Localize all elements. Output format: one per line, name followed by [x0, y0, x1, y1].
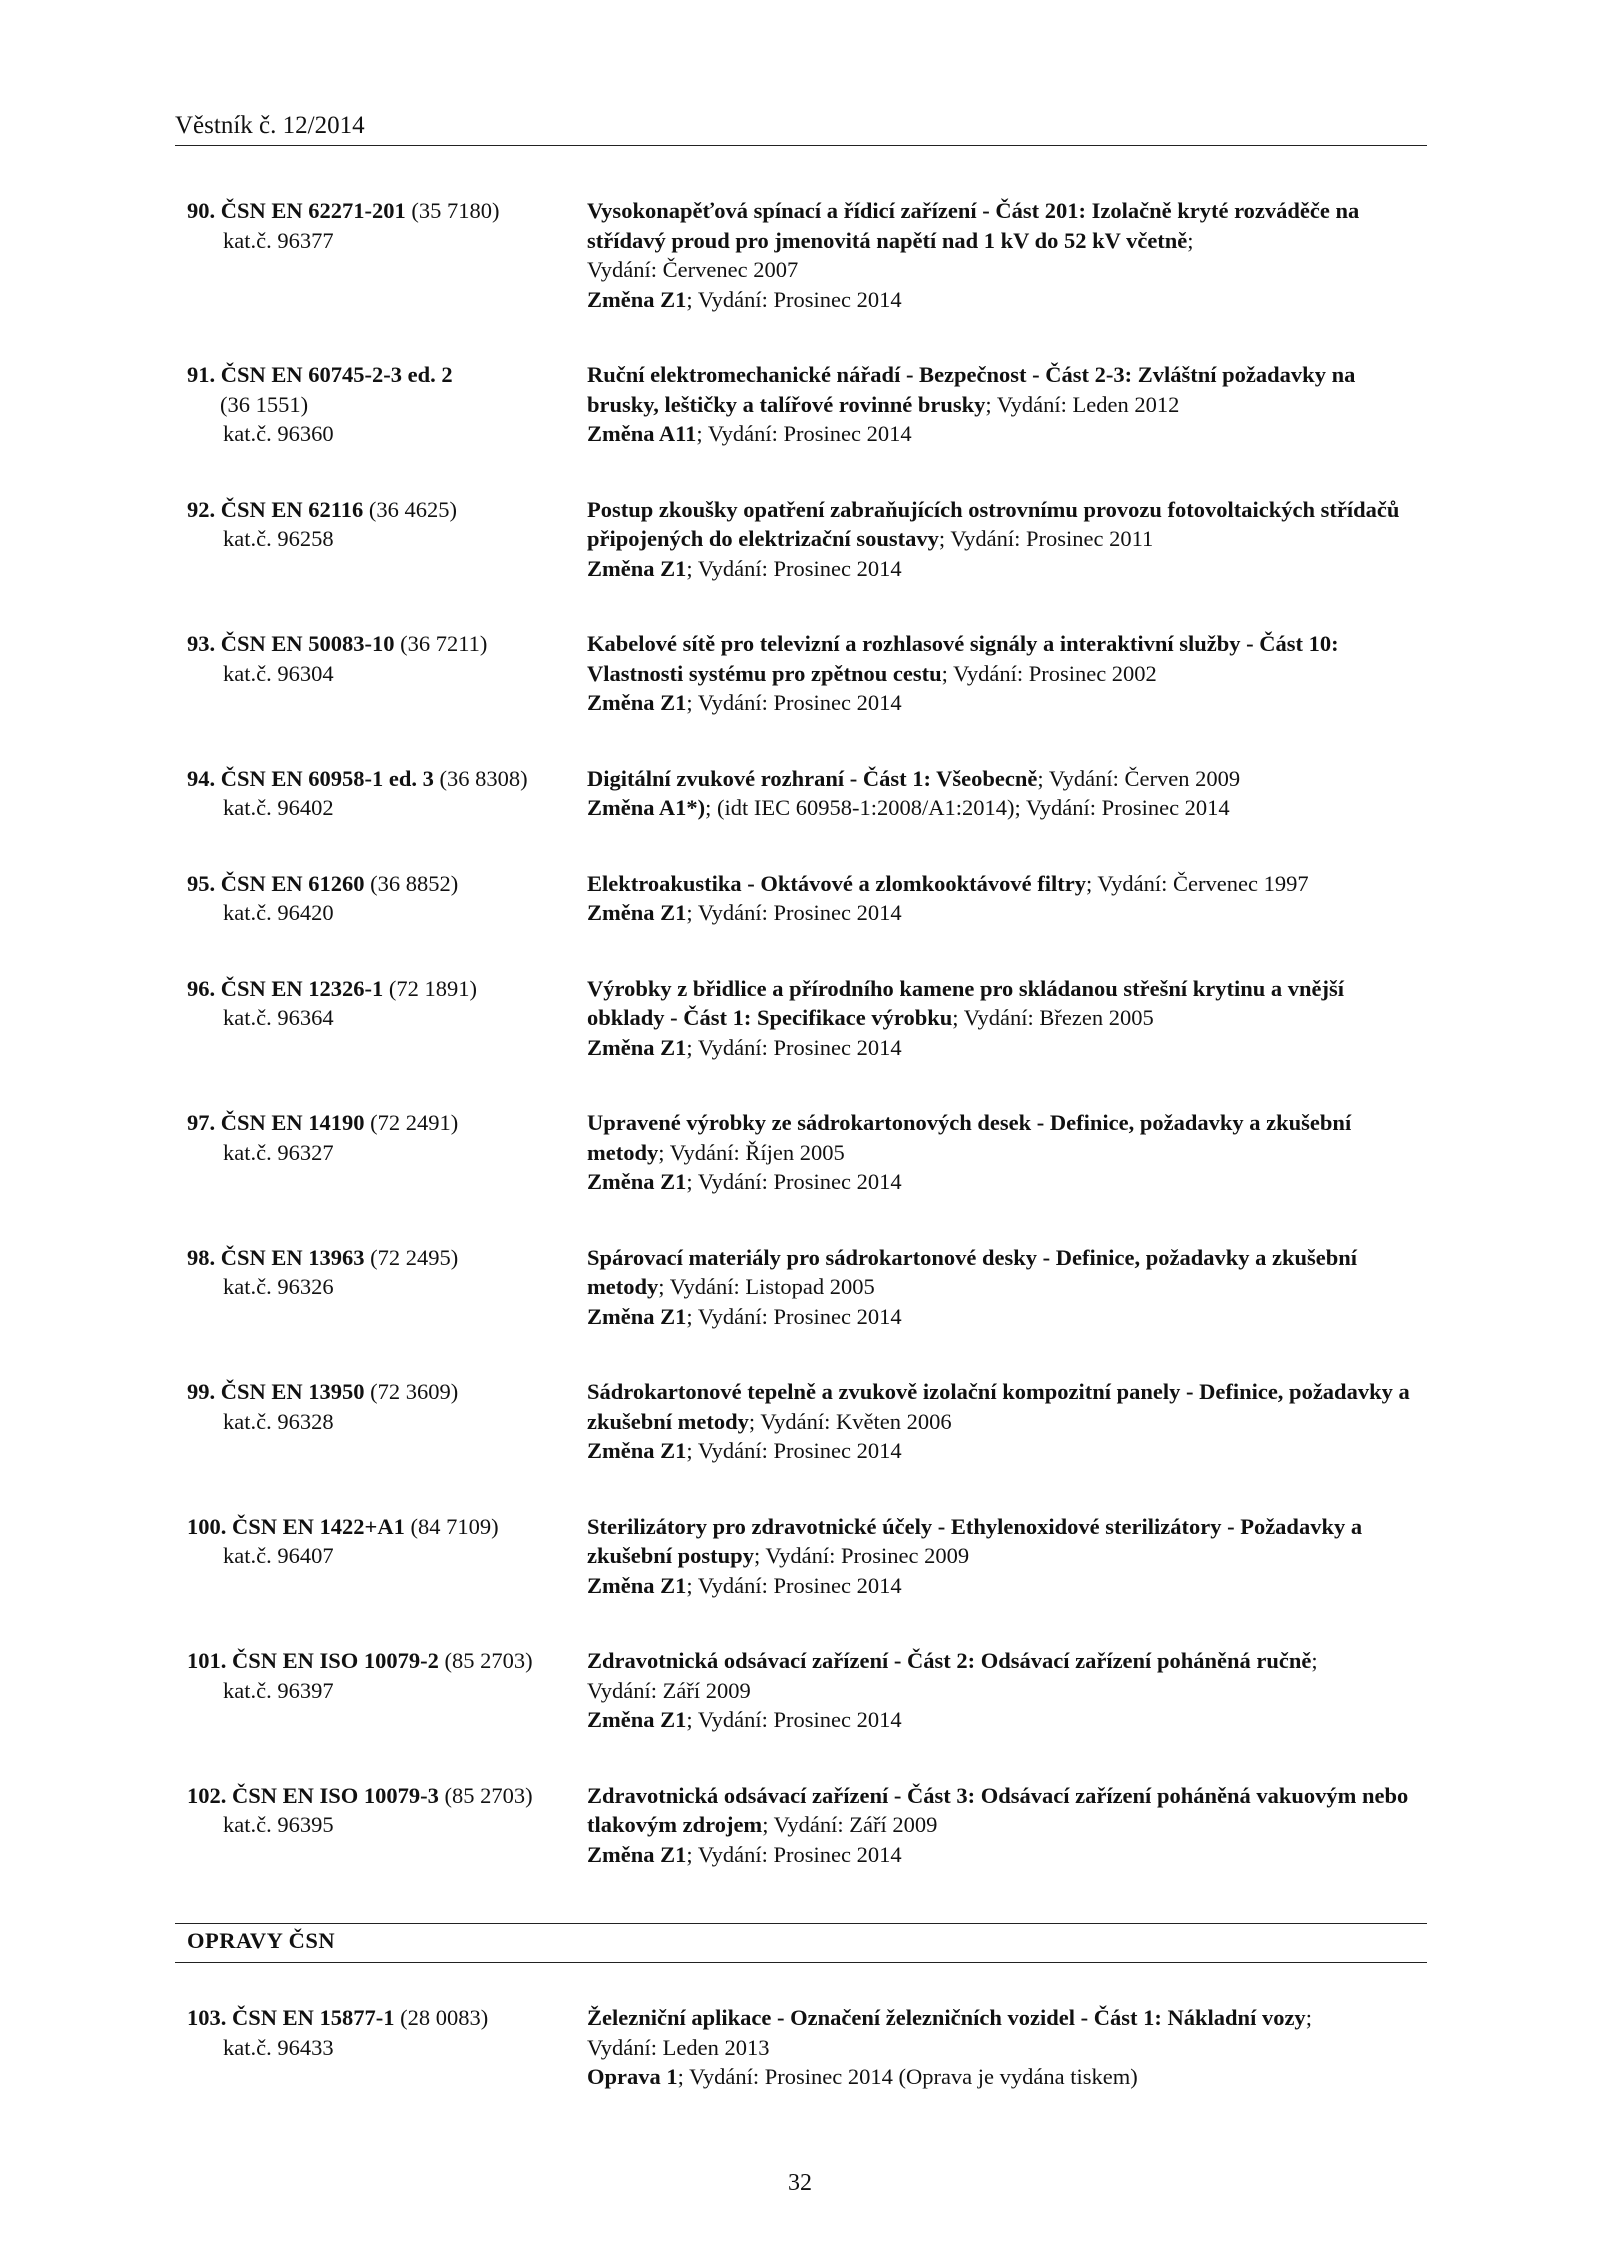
entry-identifier: [187, 1108, 587, 1197]
issue-info: ; Vydání: Leden 2012: [985, 391, 1180, 417]
standard-title: Digitální zvukové rozhraní - Část 1: Všeobecně: [587, 765, 1038, 791]
standard-title: Výrobky z břidlice a přírodního kamene pro skládanou střešní krytinu a vnější obklady - Část 1: Specifikace výrobku: [587, 975, 1344, 1030]
catalog-number: kat.č. 96402: [223, 795, 334, 820]
standard-title: Sádrokartonové tepelně a zvukově izolační kompozitní panely - Definice, požadavky a zkušební metody: [587, 1379, 1410, 1434]
issue-info: ; Vydání: Prosinec 2002: [941, 660, 1157, 686]
change-date: ; Vydání: Prosinec 2014: [686, 555, 902, 581]
entry-identifier: [187, 495, 587, 584]
classification-number: (36 7211): [400, 631, 488, 656]
standard-title: Zdravotnická odsávací zařízení - Část 3: Odsávací zařízení poháněná vakuovým nebo tlakovým zdrojem: [587, 1782, 1409, 1837]
standard-title: Zdravotnická odsávací zařízení - Část 2: Odsávací zařízení poháněná ručně: [587, 1648, 1312, 1673]
change-date: ; Vydání: Prosinec 2014: [686, 1841, 902, 1867]
catalog-number: kat.č. 96326: [223, 1274, 334, 1299]
catalog-number: kat.č. 96328: [223, 1408, 334, 1434]
entry-number: 99.: [187, 1379, 216, 1404]
issue-info: ; Vydání: Prosinec 2009: [753, 1543, 970, 1568]
change-date: ; Vydání: Prosinec 2014: [686, 1707, 902, 1732]
entry-identifier: [187, 1377, 587, 1466]
change-line: [587, 1167, 1427, 1197]
change-line: [587, 1436, 1427, 1466]
entry-title-block: [587, 360, 1427, 419]
entry-title-block: [587, 495, 1427, 554]
entry-identifier: [187, 1646, 587, 1735]
change-label: Změna Z1: [587, 1034, 687, 1060]
entry-identifier: [187, 196, 587, 314]
entry-title-block: [587, 1781, 1427, 1840]
standard-title: Ruční elektromechanické nářadí - Bezpečnost - Část 2-3: Zvláštní požadavky na brusky, leštičky a talířové rovinné brusky: [587, 362, 1356, 417]
standard-code: ČSN EN 1422+A1: [232, 1513, 405, 1539]
entry-description: [587, 2003, 1427, 2092]
entry-title-block: [587, 1243, 1427, 1302]
entry-number: 101.: [187, 1648, 227, 1673]
change-label: Změna Z1: [587, 1438, 687, 1463]
issue-info: ;: [1311, 1648, 1318, 1673]
issue-info: ; Vydání: Prosinec 2011: [938, 526, 1154, 551]
issue-info: ; Vydání: Květen 2006: [748, 1408, 952, 1434]
change-line: [587, 688, 1427, 718]
change-label: Změna Z1: [587, 555, 687, 581]
change-label: Změna Z1: [587, 1572, 687, 1598]
standard-code: ČSN EN 62116: [220, 496, 364, 522]
classification-number: (36 1551): [220, 391, 309, 417]
issue-info: ; Vydání: Červenec 1997: [1085, 870, 1309, 896]
catalog-number: kat.č. 96420: [223, 900, 334, 925]
entry-code-line: [187, 360, 587, 390]
standard-entry: [187, 1377, 1427, 1466]
standard-entry: [187, 869, 1427, 928]
entry-title-block: [587, 764, 1427, 794]
standard-entry: [187, 196, 1427, 314]
entry-description: [587, 1646, 1427, 1735]
standard-code: ČSN EN 15877-1: [232, 2005, 395, 2030]
entry-code-line: [187, 2003, 587, 2033]
change-label: Změna Z1: [587, 1707, 687, 1732]
classification-number: (36 8308): [439, 765, 528, 791]
standard-code: ČSN EN 60745-2-3 ed. 2: [220, 362, 453, 387]
standard-title: Spárovací materiály pro sádrokartonové desky - Definice, požadavky a zkušební metody: [587, 1244, 1358, 1299]
issue-info: ; Vydání: Červen 2009: [1037, 765, 1241, 791]
change-date: ; Vydání: Prosinec 2014: [686, 1303, 902, 1329]
classification-number: (72 2495): [370, 1244, 459, 1270]
standard-title: Železniční aplikace - Označení železničních vozidel - Část 1: Nákladní vozy: [587, 2005, 1306, 2030]
entry-identifier: [187, 974, 587, 1063]
classification-number: (72 3609): [370, 1379, 459, 1404]
entry-title-block: [587, 629, 1427, 688]
standard-code: ČSN EN 50083-10: [220, 631, 395, 656]
issue-info: ; Vydání: Říjen 2005: [658, 1139, 845, 1165]
entry-description: [587, 974, 1427, 1063]
entry-number: 92.: [187, 496, 216, 522]
change-line: [587, 1571, 1427, 1601]
entry-identifier: [187, 869, 587, 928]
standard-code: ČSN EN 14190: [220, 1110, 365, 1135]
change-line: [587, 1033, 1427, 1063]
issue-date: Vydání: Září 2009: [587, 1677, 751, 1703]
change-date: ; Vydání: Prosinec 2014: [686, 1034, 902, 1060]
entry-number: 96.: [187, 975, 216, 1001]
issue-date: Vydání: Červenec 2007: [587, 257, 799, 282]
change-line: [587, 554, 1427, 584]
entry-code-line: [187, 1243, 587, 1273]
entry-code-line: [187, 1781, 587, 1811]
entry-code-line: [187, 196, 587, 226]
entry-description: [587, 869, 1427, 928]
change-date: ; Vydání: Prosinec 2014: [686, 690, 902, 715]
change-line: [587, 2062, 1427, 2092]
change-label: Změna Z1: [587, 1169, 687, 1194]
catalog-number: kat.č. 96377: [223, 227, 334, 253]
change-label: Změna Z1: [587, 690, 687, 715]
standard-title: Elektroakustika - Oktávové a zlomkooktávové filtry: [587, 870, 1086, 896]
change-date: ; Vydání: Prosinec 2014: [686, 286, 902, 312]
entry-description: [587, 1781, 1427, 1870]
catalog-number: kat.č. 96327: [223, 1139, 334, 1165]
classification-number: (72 2491): [370, 1110, 459, 1135]
standard-title: Upravené výrobky ze sádrokartonových desek - Definice, požadavky a zkušební metody: [587, 1110, 1352, 1165]
entry-identifier: [187, 1781, 587, 1870]
classification-number: (84 7109): [410, 1513, 499, 1539]
change-line: [587, 1840, 1427, 1870]
standard-code: ČSN EN 12326-1: [220, 975, 384, 1001]
entry-title-block: [587, 869, 1427, 899]
entry-code-line: [187, 974, 587, 1004]
change-label: Změna Z1: [587, 1841, 687, 1867]
standard-code: ČSN EN 13963: [220, 1244, 365, 1270]
entry-code-line: [187, 495, 587, 525]
standard-code: ČSN EN 60958-1 ed. 3: [220, 765, 434, 791]
entry-title-block: [587, 196, 1427, 255]
entry-description: [587, 1512, 1427, 1601]
catalog-number: kat.č. 96258: [223, 526, 334, 551]
entry-description: [587, 196, 1427, 314]
classification-number: (85 2703): [444, 1782, 533, 1808]
change-date: ; Vydání: Prosinec 2014 (Oprava je vydána tiskem): [677, 2064, 1138, 2089]
classification-number: (28 0083): [400, 2005, 489, 2030]
change-label: Změna A1*): [587, 795, 706, 820]
issue-info: ;: [1305, 2005, 1312, 2030]
corrections-list: [187, 2003, 1427, 2092]
entry-number: 95.: [187, 870, 216, 896]
entry-description: [587, 764, 1427, 823]
entry-description: [587, 495, 1427, 584]
entry-number: 97.: [187, 1110, 216, 1135]
standard-entry: [187, 1243, 1427, 1332]
standard-title: Sterilizátory pro zdravotnické účely - Ethylenoxidové sterilizátory - Požadavky a zkušební postupy: [587, 1513, 1363, 1568]
standard-entry: [187, 360, 1427, 449]
standard-entry: [187, 629, 1427, 718]
classification-number: (36 8852): [370, 870, 459, 896]
entry-code-line: [187, 764, 587, 794]
entry-identifier: [187, 629, 587, 718]
catalog-number: kat.č. 96360: [223, 421, 334, 446]
entry-identifier: [187, 2003, 587, 2092]
entry-code-line: [187, 1512, 587, 1542]
header-divider: [175, 145, 1427, 146]
standard-title: Postup zkoušky opatření zabraňujících ostrovnímu provozu fotovoltaických střídačů připojených do elektrizační soustavy: [587, 496, 1400, 551]
entry-description: [587, 1243, 1427, 1332]
catalog-number: kat.č. 96395: [223, 1812, 334, 1837]
change-label: Změna A11: [587, 421, 697, 446]
entry-number: 98.: [187, 1244, 216, 1270]
page-number: 32: [788, 2170, 812, 2196]
entry-description: [587, 1108, 1427, 1197]
standard-title: Kabelové sítě pro televizní a rozhlasové signály a interaktivní služby - Část 10: Vlastnosti systému pro zpětnou cestu: [587, 631, 1339, 686]
change-label: Změna Z1: [587, 900, 687, 925]
standard-entry: [187, 1781, 1427, 1870]
entry-title-block: [587, 1512, 1427, 1571]
entry-identifier: [187, 1243, 587, 1332]
standard-code: ČSN EN 61260: [220, 870, 365, 896]
change-line: [587, 419, 1427, 449]
change-label: Oprava 1: [587, 2064, 678, 2089]
standard-entry: [187, 495, 1427, 584]
change-label: Změna Z1: [587, 286, 687, 312]
change-line: [587, 793, 1427, 823]
entry-code-line: [187, 869, 587, 899]
change-line: [587, 1705, 1427, 1735]
classification-number: (35 7180): [411, 198, 500, 223]
entry-title-block: [587, 2003, 1427, 2033]
entry-code-line: [187, 1108, 587, 1138]
change-label: Změna Z1: [587, 1303, 687, 1329]
change-date: ; (idt IEC 60958-1:2008/A1:2014); Vydání: Prosinec 2014: [705, 795, 1230, 820]
entry-number: 91.: [187, 362, 216, 387]
issue-info: ; Vydání: Září 2009: [762, 1812, 938, 1837]
catalog-number: kat.č. 96407: [223, 1543, 334, 1568]
standard-title: Vysokonapěťová spínací a řídicí zařízení - Část 201: Izolačně kryté rozváděče na střídavý proud pro jmenovitá napětí nad 1 kV do 52 kV včetně: [587, 198, 1360, 253]
standard-code: ČSN EN 13950: [220, 1379, 365, 1404]
change-line: [587, 1302, 1427, 1332]
entry-number: 103.: [187, 2005, 227, 2030]
standard-entry: [187, 2003, 1427, 2092]
classification-number: (85 2703): [444, 1648, 533, 1673]
issue-info: ; Vydání: Březen 2005: [952, 1005, 1154, 1030]
entry-identifier: [187, 360, 587, 449]
entry-identifier: [187, 1512, 587, 1601]
entry-title-block: [587, 1108, 1427, 1167]
change-date: ; Vydání: Prosinec 2014: [686, 900, 902, 925]
change-line: [587, 285, 1427, 315]
section-header-bar: [175, 1923, 1427, 1963]
entry-number: 94.: [187, 765, 216, 791]
issue-info: ;: [1187, 227, 1194, 253]
section-title: OPRAVY ČSN: [187, 1928, 336, 1953]
standard-entry: [187, 1646, 1427, 1735]
catalog-number: kat.č. 96364: [223, 1005, 334, 1030]
entry-title-block: [587, 974, 1427, 1033]
issue-info: ; Vydání: Listopad 2005: [658, 1274, 875, 1299]
standard-entry: [187, 974, 1427, 1063]
catalog-number: kat.č. 96433: [223, 2034, 334, 2060]
catalog-number: kat.č. 96304: [223, 660, 334, 686]
change-date: ; Vydání: Prosinec 2014: [686, 1572, 902, 1598]
change-date: ; Vydání: Prosinec 2014: [686, 1169, 902, 1194]
standard-entry: [187, 1108, 1427, 1197]
entry-identifier: [187, 764, 587, 823]
entry-description: [587, 1377, 1427, 1466]
entry-code-line: [187, 629, 587, 659]
entry-title-block: [587, 1646, 1427, 1676]
standard-code: ČSN EN ISO 10079-3: [232, 1782, 439, 1808]
entry-number: 90.: [187, 198, 216, 223]
classification-number: (36 4625): [368, 496, 458, 522]
entry-code-line: [187, 1646, 587, 1676]
standard-code: ČSN EN ISO 10079-2: [232, 1648, 439, 1673]
standard-entry: [187, 764, 1427, 823]
entry-description: [587, 360, 1427, 449]
standards-list: [187, 196, 1427, 1869]
entry-description: [587, 629, 1427, 718]
change-date: ; Vydání: Prosinec 2014: [686, 1438, 902, 1463]
change-date: ; Vydání: Prosinec 2014: [696, 421, 912, 446]
standard-code: ČSN EN 62271-201: [220, 198, 406, 223]
entry-code-line: [187, 1377, 587, 1407]
bulletin-header: Věstník č. 12/2014: [175, 112, 365, 139]
entry-number: 93.: [187, 631, 216, 656]
standard-entry: [187, 1512, 1427, 1601]
issue-date: Vydání: Leden 2013: [587, 2034, 770, 2060]
entry-number: 100.: [187, 1513, 227, 1539]
catalog-number: kat.č. 96397: [223, 1677, 334, 1703]
classification-number: (72 1891): [388, 975, 478, 1001]
entry-title-block: [587, 1377, 1427, 1436]
entry-number: 102.: [187, 1782, 227, 1808]
change-line: [587, 898, 1427, 928]
